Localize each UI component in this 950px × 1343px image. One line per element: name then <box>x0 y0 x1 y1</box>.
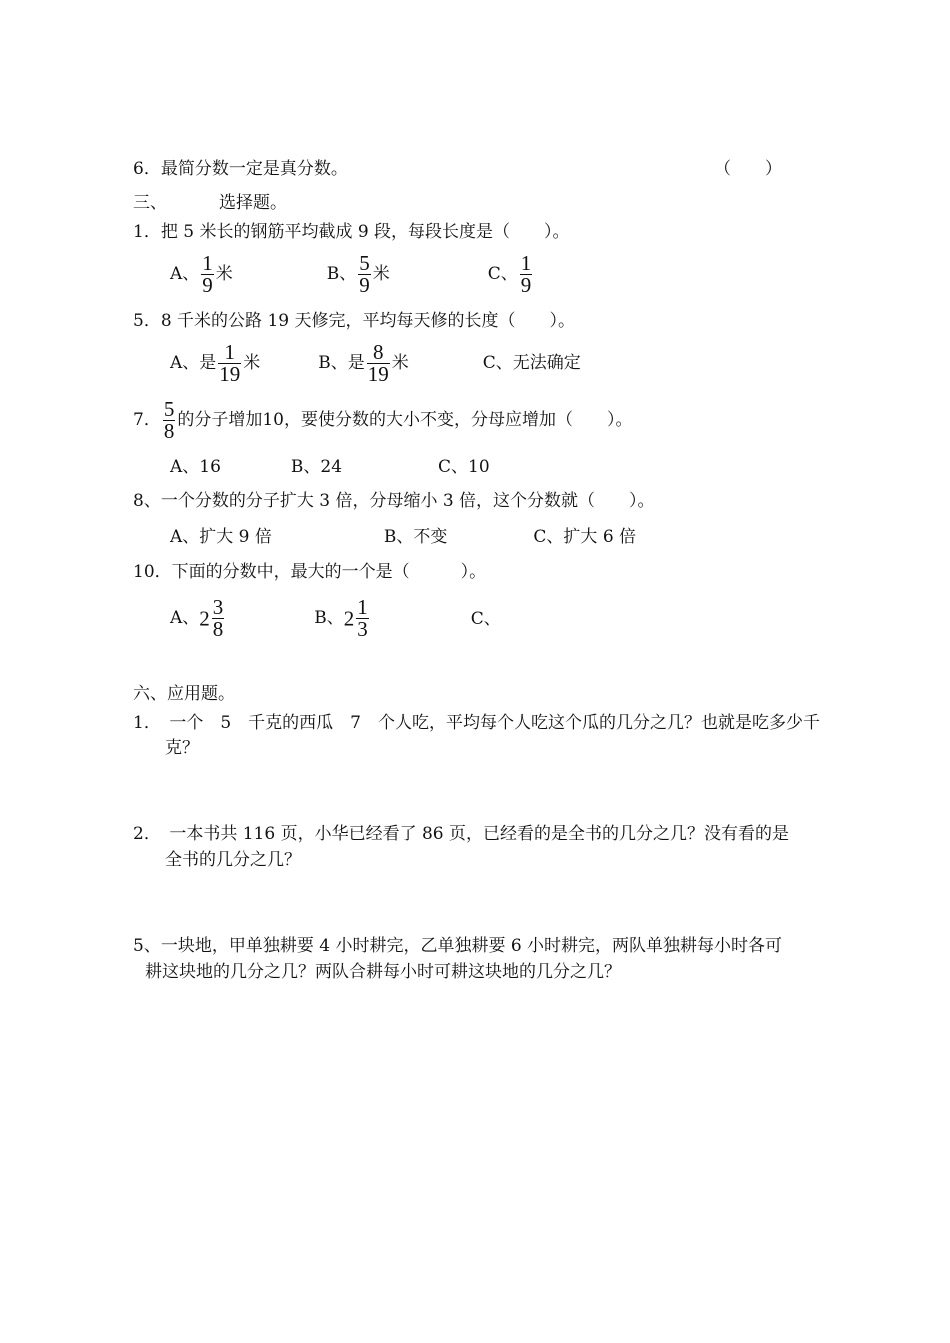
q1-option-c[interactable] <box>488 250 535 298</box>
q1-option-b-fraction <box>358 250 371 297</box>
q5-option-a-fraction <box>218 339 241 386</box>
q1-options <box>170 249 534 298</box>
app2-line2: 全书的几分之几？ <box>165 850 301 870</box>
q10-option-c[interactable]: C、 <box>470 608 501 629</box>
q10-option-b-label: B、 <box>314 608 344 629</box>
q1-stem: 1．把 5 米长的钢筋平均截成 9 段，每段长度是（ ）。 <box>133 222 570 242</box>
q1-option-a-unit: 米 <box>215 263 233 284</box>
q5-option-b[interactable] <box>318 339 409 387</box>
q5-option-b-label: B、是 <box>318 352 365 373</box>
q1-option-b-unit: 米 <box>372 263 390 284</box>
q7-stem <box>133 396 632 444</box>
fraction-denominator: 8 <box>163 419 175 443</box>
q1-option-a[interactable] <box>170 250 233 298</box>
q10-option-b-fraction <box>356 597 369 640</box>
fraction-numerator: 5 <box>359 250 370 275</box>
q8-option-c[interactable]: C、扩大 6 倍 <box>533 526 637 547</box>
q8-stem: 8、一个分数的分子扩大 3 倍，分母缩小 3 倍，这个分数就（ ）。 <box>133 491 655 511</box>
q7-number: 7． <box>133 410 161 430</box>
fraction-numerator: 1 <box>357 595 368 620</box>
q8-option-b[interactable]: B、不变 <box>383 526 448 547</box>
mixed-number-whole: 2 <box>199 606 210 631</box>
fraction-numerator: 5 <box>163 397 175 421</box>
app1-line1: 1． 一个 5 千克的西瓜 7 个人吃，平均每个人吃这个瓜的几分之几？也就是吃多少千 <box>133 713 820 733</box>
q7-stem-text: 的分子增加10，要使分数的大小不变，分母应增加（ ）。 <box>177 410 633 430</box>
q1-option-a-label: A、 <box>170 263 200 284</box>
q5-option-b-unit: 米 <box>391 352 409 373</box>
q7-option-b[interactable]: B、24 <box>290 456 343 477</box>
q5-option-a-label: A、是 <box>170 352 217 373</box>
fraction-denominator: 3 <box>357 617 368 642</box>
q5-option-c[interactable]: C、无法确定 <box>482 352 581 373</box>
section6-heading: 六、应用题。 <box>133 684 235 704</box>
fraction-denominator: 9 <box>520 272 532 297</box>
fraction-denominator: 19 <box>219 361 241 386</box>
section3-title: 选择题。 <box>219 193 287 213</box>
q5-stem: 5．8 千米的公路 19 天修完，平均每天修的长度（ ）。 <box>133 311 575 331</box>
section3-heading <box>133 192 287 214</box>
q5-option-a[interactable] <box>170 339 260 387</box>
q6-answer-paren[interactable]: （ ） <box>714 159 782 179</box>
q10-option-a-fraction <box>212 597 225 640</box>
mixed-number-whole: 2 <box>343 606 355 631</box>
app2-line1: 2． 一本书共 116 页，小华已经看了 86 页，已经看的是全书的几分之几？没有看的是 <box>133 824 790 844</box>
fraction-numerator: 1 <box>202 250 213 275</box>
q10-option-a-label: A、 <box>170 608 200 629</box>
q5-option-a-unit: 米 <box>243 352 261 373</box>
q1-option-c-fraction <box>520 250 533 297</box>
q5-options <box>170 338 581 387</box>
app5-line1: 5、一块地，甲单独耕要 4 小时耕完，乙单独耕要 6 小时耕完，两队单独耕每小时各可 <box>133 936 783 956</box>
section3-number: 三、 <box>133 193 167 213</box>
q7-option-a[interactable]: A、16 <box>170 456 221 477</box>
q7-fraction <box>163 399 176 442</box>
q1-option-b-label: B、 <box>326 263 357 284</box>
fraction-numerator: 8 <box>373 339 384 364</box>
q6-statement: 6．最简分数一定是真分数。 <box>133 159 348 179</box>
q1-option-a-fraction <box>201 250 214 297</box>
q10-option-b[interactable] <box>314 594 371 643</box>
fraction-denominator: 9 <box>202 272 213 297</box>
q10-stem: 10．下面的分数中，最大的一个是（ ）。 <box>133 562 487 582</box>
fraction-numerator: 3 <box>212 595 224 620</box>
app5-line2: 耕这块地的几分之几？两队合耕每小时可耕这块地的几分之几？ <box>145 962 621 982</box>
fraction-numerator: 1 <box>224 339 236 364</box>
q10-options <box>170 594 501 643</box>
fraction-denominator: 8 <box>212 617 224 642</box>
fraction-denominator: 9 <box>359 272 370 297</box>
fraction-denominator: 19 <box>367 361 389 386</box>
q1-option-b[interactable] <box>327 250 390 298</box>
q10-option-a[interactable] <box>170 594 226 643</box>
fraction-numerator: 1 <box>520 250 532 275</box>
q5-option-b-fraction <box>367 339 390 386</box>
q8-options <box>170 525 636 548</box>
app1-line2: 克？ <box>165 738 199 758</box>
q7-options <box>170 455 490 478</box>
q8-option-a[interactable]: A、扩大 9 倍 <box>170 526 272 547</box>
q1-option-c-label: C、 <box>487 263 518 284</box>
q7-option-c[interactable]: C、10 <box>438 456 490 477</box>
